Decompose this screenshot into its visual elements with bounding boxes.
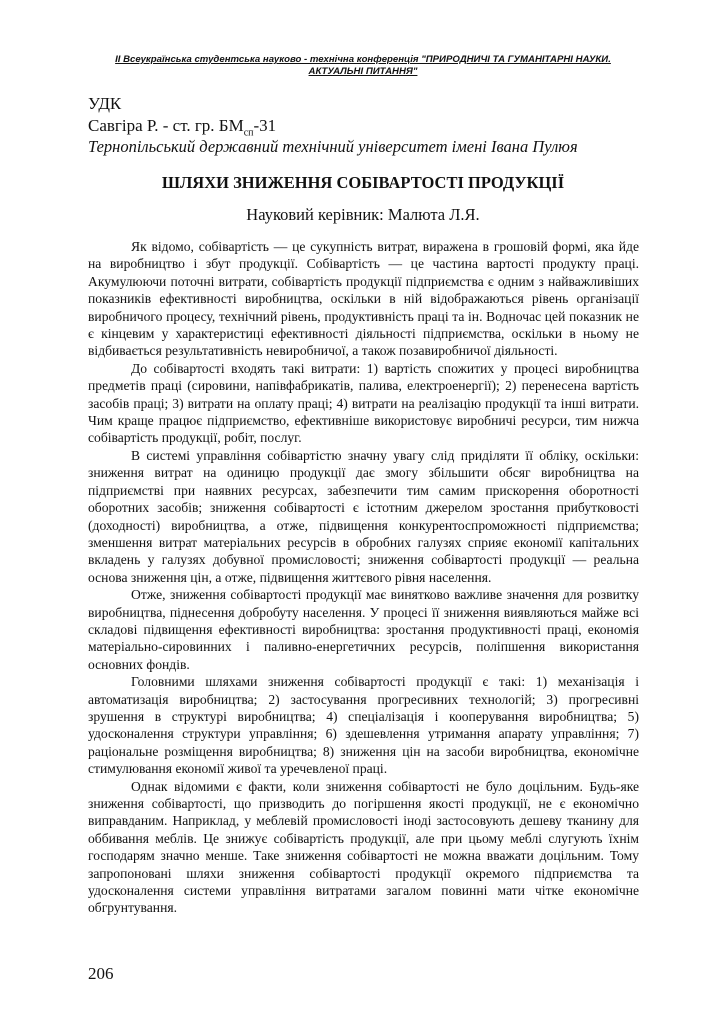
article-body <box>88 238 639 917</box>
scientific-advisor: Науковий керівник: Малюта Л.Я. <box>246 205 480 224</box>
body-paragraph-6: Однак відомими є факти, коли зниження собівартості не було доцільним. Будь-яке зниження собівартості, що призводить до погіршення якості продукції, не є економічно виправданим. Наприклад, у меблевій промисловості іноді застосовують дешеву тканину для оббивання меблів. Це знижує собівартість продукції, але при цьому меблі слугують їхнім господарям значно менше. Таке зниження собівартості не можна вважати доцільним. Тому запропоновані шляхи зниження собівартості продукції окремого підприємства та удосконалення системи управління витратами загалом повинні мати чітке економічне обгрунтування. <box>88 778 639 916</box>
udk-label: УДК <box>88 94 122 113</box>
author-group-subscript: сп <box>243 127 254 139</box>
conference-header-line-2: АКТУАЛЬНІ ПИТАННЯ" <box>308 66 418 77</box>
body-paragraph-1: Як відомо, собівартість — це сукупність витрат, виражена в грошовій формі, яка йде на виробництво і збут продукції. Собівартість — це частина вартості продукту праці. Акумулюючи поточні витрати, собівартість продукції підприємства є одним з найважливіших показників ефективності виробництва, оскільки в ній відображаються рівень організації виробничого процесу, технічний рівень, продуктивність праці та ін. Водночас цей показник не є кінцевим у характеристиці ефективності діяльності підприємства, оскільки в ньому не відбивається результативність невиробничої, а також позавиробничої діяльності. <box>88 239 639 359</box>
body-paragraph-2: До собівартості входять такі витрати: 1) вартість спожитих у процесі виробництва предметів праці (сировини, напівфабрикатів, палива, електроенергії); 2) перенесена вартість засобів праці; 3) витрати на оплату праці; 4) витрати на реалізацію продукції та інші витрати. Чим краще працює підприємство, ефективніше використовує виробничі ресурси, тим нижча собівартість продукції, робіт, послуг. <box>88 360 639 446</box>
conference-header-line-1: ІІ Всеукраїнська студентська науково - технічна конференція "ПРИРОДНИЧІ ТА ГУМАНІТАРНІ НАУКИ. <box>115 54 611 65</box>
body-paragraph-5: Головними шляхами зниження собівартості продукції є такі: 1) механізація і автоматизація виробництва; 2) застосування прогресивних технологій; 3) прогресивні зрушення в структурі виробництва; 4) спеціалізація і кооперування виробництва; 5) удосконалення структури управління; 6) здешевлення утримання апарату управління; 7) раціональне розміщення виробництва; 8) зниження цін на засоби виробництва, економічне стимулювання економії живої та уречевленої праці. <box>88 674 639 777</box>
article-title: ШЛЯХИ ЗНИЖЕННЯ СОБІВАРТОСТІ ПРОДУКЦІЇ <box>161 173 565 192</box>
author-name: Савгіра Р. - ст. гр. БМ <box>88 116 244 135</box>
university-name: Тернопільський державний технічний університет імені Івана Пулюя <box>88 137 578 156</box>
body-paragraph-3: В системі управління собівартістю значну увагу слід приділяти її обліку, оскільки: зниження витрат на одиницю продукції дає змогу збільшити обсяг виробництва на підприємстві при наявних ресурсах, забезпечити тим самим прискорення оборотності оборотних засобів; зниження собівартості є істотним джерелом зростання прибутковості (доходності) виробництва, а отже, підвищення конкурентоспроможності підприємства; зменшення витрат матеріальних ресурсів в обробних галузях сприяє економії капітальних вкладень у галузях добувної промисловості; зниження собівартості продукції — реальна основа зниження цін, а отже, підвищення життєвого рівня населення. <box>88 447 639 585</box>
page-number: 206 <box>88 964 114 983</box>
author-group-number: -31 <box>253 116 277 135</box>
body-paragraph-4: Отже, зниження собівартості продукції має винятково важливе значення для розвитку виробництва, піднесення добробуту населення. У процесі її зниження виявляються майже всі складові підвищення ефективності виробництва: зростання продуктивності праці, економія матеріально-сировинних і паливно-енергетичних ресурсів, поліпшення використання основних фондів. <box>88 587 639 672</box>
author-line <box>88 116 648 138</box>
conference-header <box>88 54 638 78</box>
